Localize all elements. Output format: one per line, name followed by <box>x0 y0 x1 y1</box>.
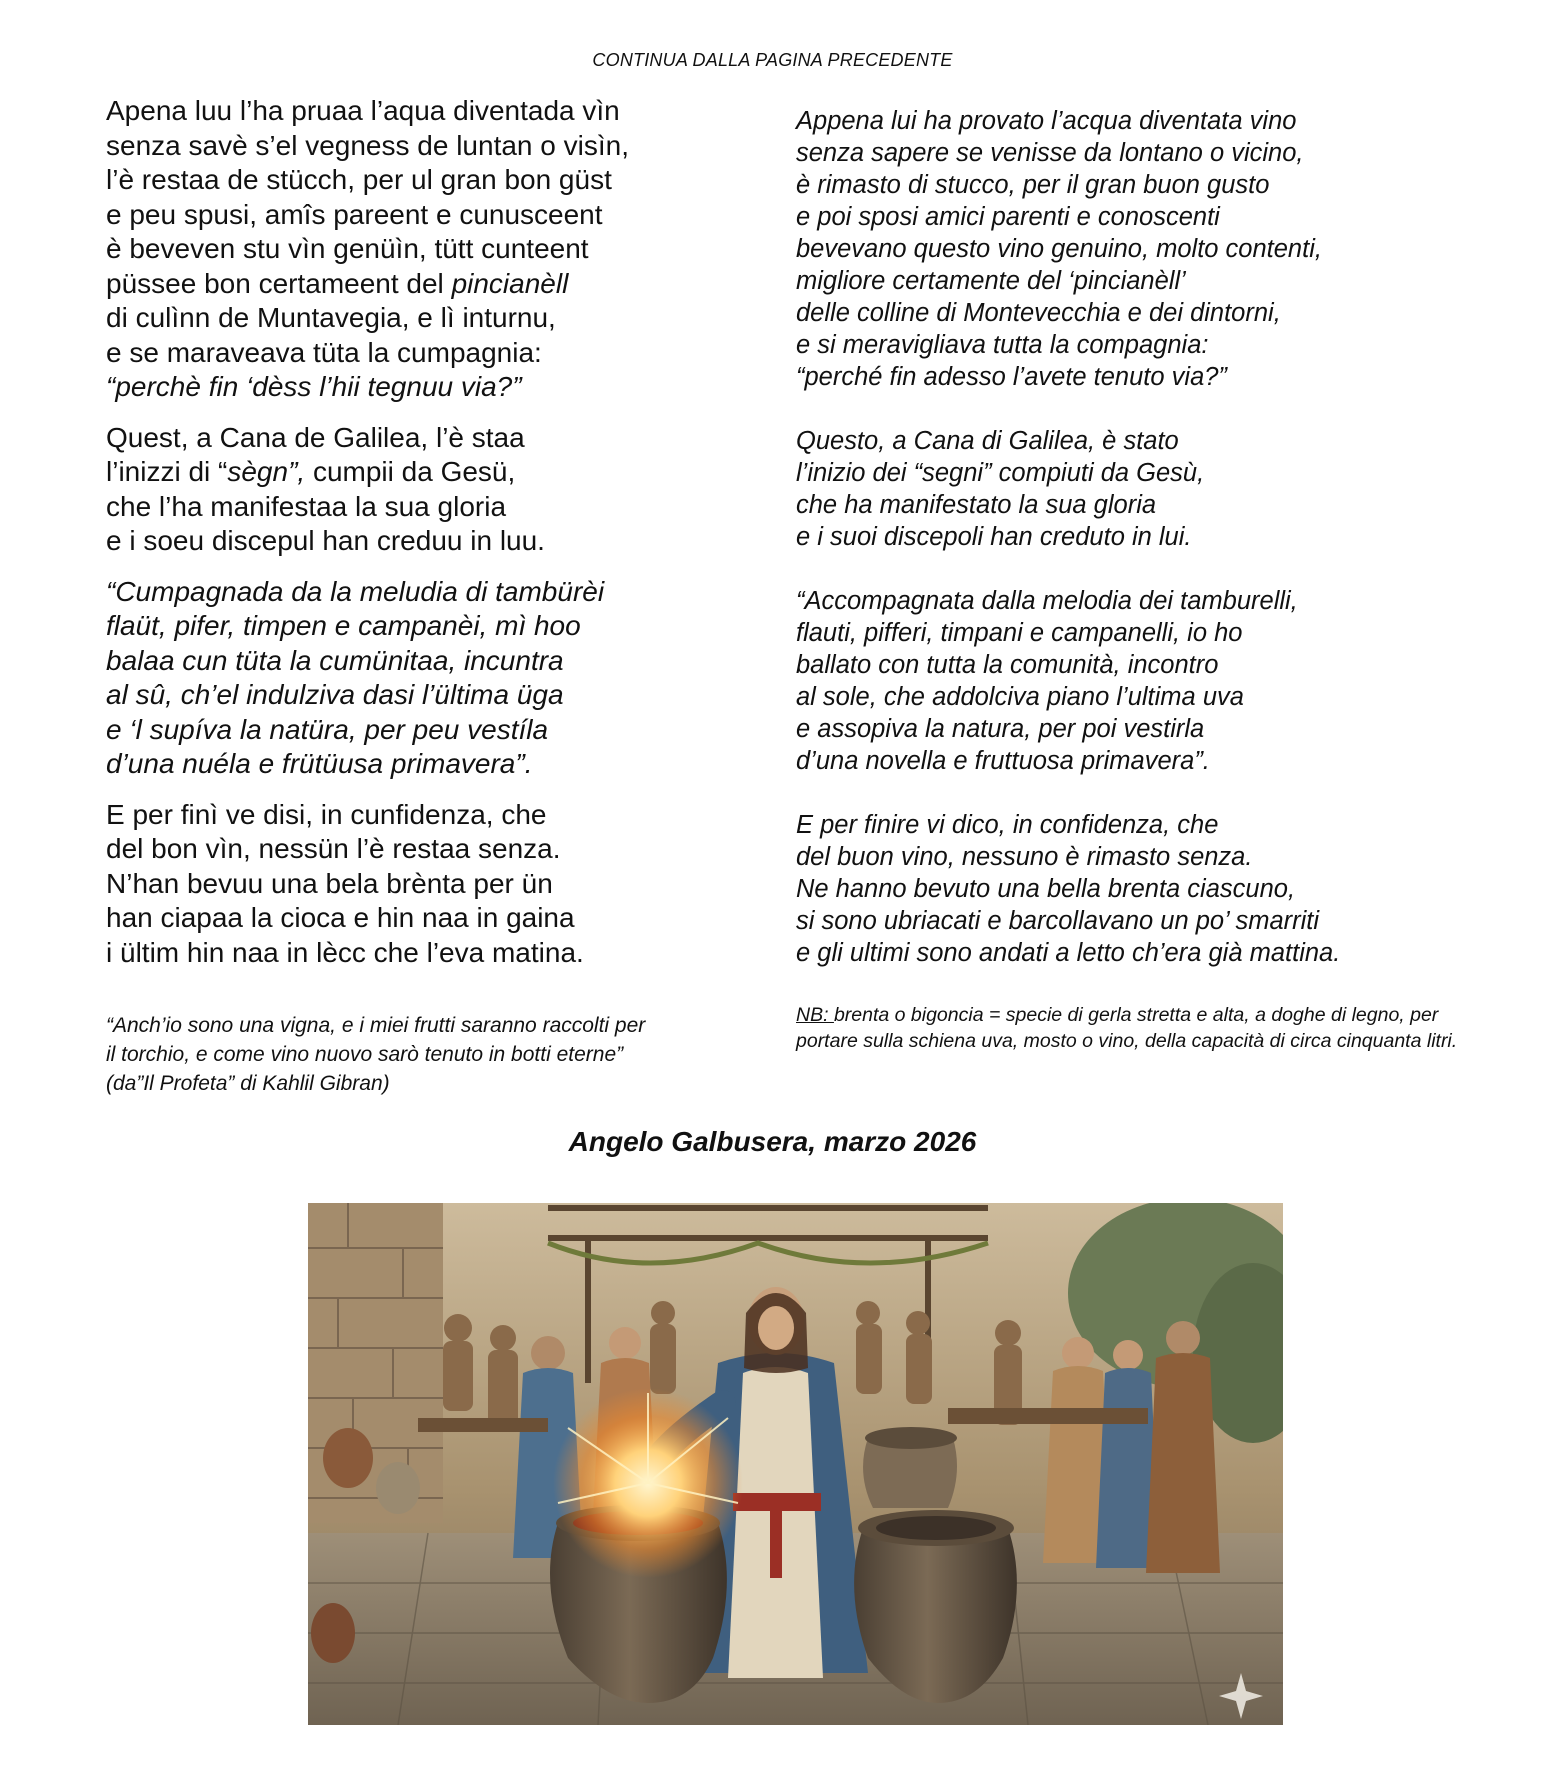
verse-line: e i soeu discepul han creduu in luu. <box>106 525 545 556</box>
verse-line: che ha manifestato la sua gloria <box>796 491 1157 519</box>
verse-line: “Cumpagnada da la meludia di tambürèi <box>106 575 605 607</box>
verse-line: E per finì ve disi, in cunfidenza, che <box>106 798 547 830</box>
verse-line: è rimasto di stucco, per il gran buon gusto <box>796 171 1270 199</box>
verse-line: l’inizio dei “segni” compiuti da Gesù, <box>796 459 1205 487</box>
dialect-stanza-4 <box>106 798 756 971</box>
italian-translation <box>796 105 1496 1001</box>
verse-line: bevevano questo vino genuino, molto contenti, <box>796 235 1322 263</box>
verse-line: senza sapere se venisse da lontano o vicino, <box>796 139 1304 167</box>
verse-line: e i suoi discepoli han creduto in lui. <box>796 523 1192 551</box>
verse-line: e ‘l supíva la natüra, per peu vestíla <box>106 713 549 745</box>
verse-line: al sole, che addolciva piano l’ultima uva <box>796 683 1244 711</box>
verse-line: Appena lui ha provato l’acqua diventata vino <box>796 107 1297 135</box>
verse-line: che l’ha manifestaa la sua gloria <box>106 490 507 522</box>
verse-line: migliore certamente del ‘pincianèll’ <box>796 267 1186 295</box>
verse-line: e peu spusi, amîs pareent e cunusceent <box>106 198 603 230</box>
verse-line: i ültim hin naa in lècc che l’eva matina. <box>106 936 584 968</box>
verse-line <box>106 455 756 490</box>
verse-text: l’inizzi di “ <box>106 456 228 487</box>
verse-line: N’han bevuu una bela brènta per ün <box>106 867 553 899</box>
verse-text: püssee bon certameent del <box>106 267 452 299</box>
verse-line: senza savè s’el vegness de luntan o visìn, <box>106 129 629 161</box>
banquet-table <box>418 1418 548 1432</box>
verse-line: di culìnn de Muntavegia, e lì inturnu, <box>106 302 556 333</box>
verse-line: del buon vino, nessuno è rimasto senza. <box>796 843 1253 871</box>
quote-line: il torchio, e come vino nuovo sarò tenuto in botti eterne” <box>106 1043 624 1066</box>
page-header: CONTINUA DALLA PAGINA PRECEDENTE <box>592 50 953 70</box>
verse-line: e se maraveava tüta la cumpagnia: <box>106 336 542 368</box>
verse-line: e gli ultimi sono andati a letto ch’era già mattina. <box>796 939 1341 967</box>
dialect-stanza-3 <box>106 575 756 782</box>
nb-footnote <box>796 1002 1496 1054</box>
verse-line: e assopiva la natura, per poi vestirla <box>796 715 1205 743</box>
nb-text: brenta o bigoncia = specie di gerla stretta e alta, a doghe di legno, per portare sulla schiena uva, mosto o vino, della capacità di circa cinquanta litri. <box>796 1004 1458 1052</box>
verse-line: E per finire vi dico, in confidenza, che <box>796 811 1219 839</box>
verse-emphasis: “perchè fin ‘dèss l’hii tegnuu via?” <box>106 371 522 402</box>
quote-line: “Anch’io sono una vigna, e i miei frutti saranno raccolti per <box>106 1014 646 1037</box>
clay-pot <box>311 1603 355 1663</box>
verse-line: l’è restaa de stücch, per ul gran bon güst <box>106 164 612 195</box>
verse-line: delle colline di Montevecchia e dei dintorni, <box>796 299 1281 327</box>
verse-line: Questo, a Cana di Galilea, è stato <box>796 427 1179 455</box>
italian-stanza-4 <box>796 809 1496 969</box>
wedding-at-cana-illustration <box>308 1203 1283 1725</box>
verse-line: e si meravigliava tutta la compagnia: <box>796 331 1209 359</box>
verse-line: si sono ubriacati e barcollavano un po’ smarriti <box>796 907 1320 935</box>
verse-line: è beveven stu vìn genüìn, tütt cunteent <box>106 233 589 264</box>
verse-line: “Accompagnata dalla melodia dei tamburelli, <box>796 587 1298 615</box>
verse-line: Quest, a Cana de Galilea, l’è staa <box>106 421 525 453</box>
verse-line: flaüt, pifer, timpen e campanèi, mì hoo <box>106 610 581 641</box>
italian-stanza-1 <box>796 105 1496 393</box>
verse-line: Ne hanno bevuto una bella brenta ciascuno, <box>796 875 1296 903</box>
verse-line: flauti, pifferi, timpani e campanelli, io ho <box>796 619 1243 647</box>
clay-pot <box>323 1428 373 1488</box>
verse-line: Apena luu l’ha pruaa l’aqua diventada vìn <box>106 95 620 126</box>
verse-line: del bon vìn, nessün l’è restaa senza. <box>106 833 561 864</box>
gibran-quote <box>106 1011 766 1098</box>
verse-line: e poi sposi amici parenti e conoscenti <box>796 203 1220 231</box>
verse-line <box>106 370 756 405</box>
quote-line: (da”Il Profeta” di Kahlil Gibran) <box>106 1072 390 1095</box>
verse-text: cumpii da Gesü, <box>305 456 516 487</box>
verse-line: al sû, ch’el indulziva dasi l’ültima üga <box>106 679 564 710</box>
verse-emphasis: sègn”, <box>227 456 306 487</box>
dialect-poem <box>106 94 756 986</box>
verse-line: d’una nuéla e frütüusa primavera”. <box>106 748 533 779</box>
verse-emphasis: pincianèll <box>451 267 569 299</box>
banquet-table <box>948 1408 1148 1424</box>
verse-line <box>106 267 756 302</box>
verse-line: balaa cun tüta la cumünitaa, incuntra <box>106 644 564 676</box>
author-signature: Angelo Galbusera, marzo 2026 <box>568 1126 977 1157</box>
italian-stanza-2 <box>796 425 1496 553</box>
verse-line: “perché fin adesso l’avete tenuto via?” <box>796 363 1227 391</box>
clay-pot <box>376 1462 420 1514</box>
nb-label: NB: <box>796 1004 834 1026</box>
dialect-stanza-1 <box>106 94 756 405</box>
verse-line: ballato con tutta la comunità, incontro <box>796 651 1219 679</box>
italian-stanza-3 <box>796 585 1496 777</box>
dialect-stanza-2 <box>106 421 756 559</box>
stone-jar-back <box>863 1427 957 1508</box>
illustration-svg <box>308 1203 1283 1725</box>
verse-line: d’una novella e fruttuosa primavera”. <box>796 747 1210 775</box>
verse-line: han ciapaa la cioca e hin naa in gaina <box>106 902 575 933</box>
